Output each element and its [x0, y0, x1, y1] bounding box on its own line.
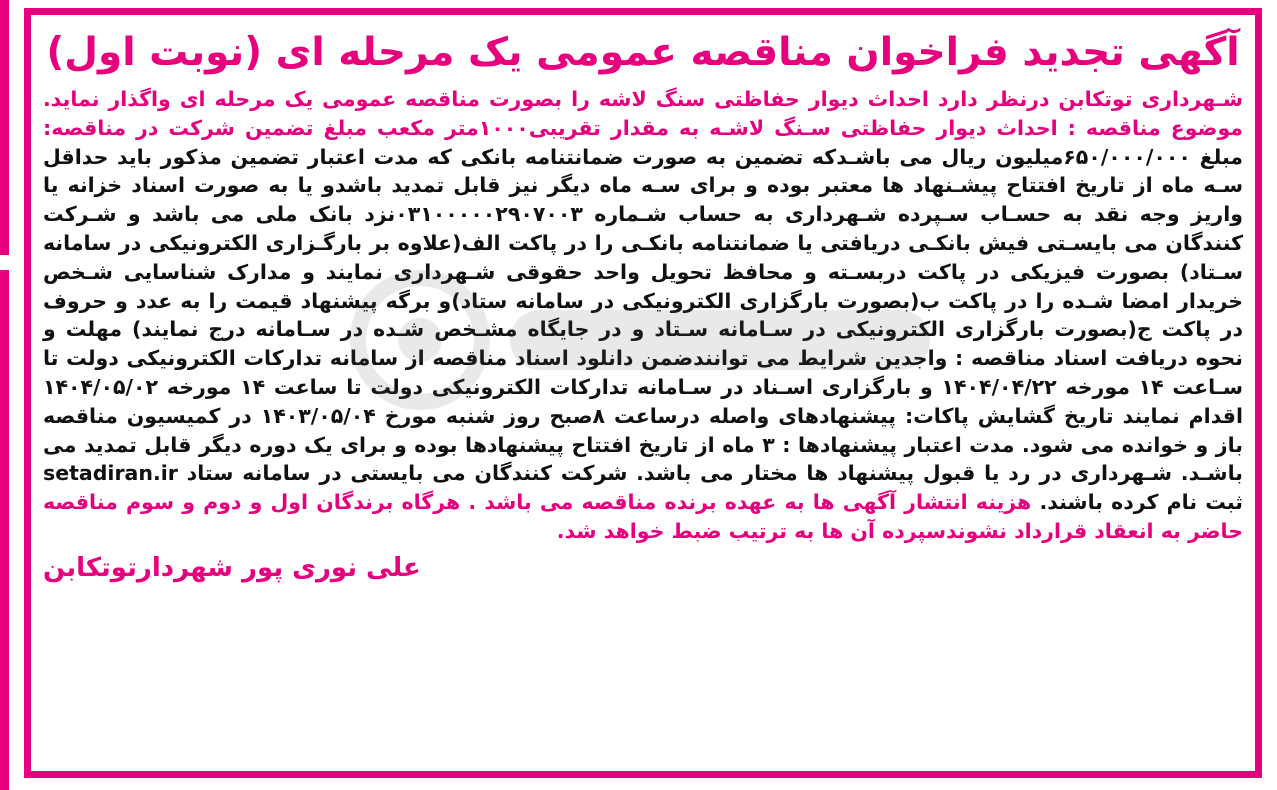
notice-main-text: مبلغ ۶۵۰/۰۰۰/۰۰۰میلیون ریال می باشـدکه تضمین به صورت ضمانتنامه بانکی که مدت اعتبار تضمین مذکور باید حداقل سـه ماه از تاریخ افتتاح پیشـنهاد ها معتبر بوده و برای سـه ماه دیگر نیز قابل تمدید باشدو یا به صورت اسناد خزانه یا واریز وجه نقد به حسـاب سـپرده شـهرداری به حساب شـماره ۰۳۱۰۰۰۰۰۲۹۰۷۰۰۳نزد بانک ملی می باشد و شـرکت کنندگان می بایسـتی فیش بانکـی دریافتی یا ضمانتنامه بانکـی را در پاکت الف(علاوه بر بارگـزاری الکترونیکی در سامانه سـتاد) بصورت فیزیکی در پاکت دربسـته و محافظ تحویل واحد حقوقی شـهرداری نمایند و مدارک شناسایی شـخص خریدار امضا شـده را در پاکت ب(بصورت بارگزاری الکترونیکی در سامانه ستاد)و برگه پیشنهاد قیمت را به عدد و حروف در پاکت ج(بصورت بارگزاری الکترونیکی در سـامانه سـتاد و در جایگاه مشـخص شـده در سـامانه درج نمایند) مهلت و نحوه دریافت اسناد مناقصه : واجدین شرایط می توانندضمن دانلود اسناد مناقصه از سامانه تدارکات الکترونیکی دولت تا سـاعت ۱۴ مورخه ۱۴۰۴/۰۴/۲۲ و بارگزاری اسـناد در سـامانه تدارکات الکترونیکی دولت تا ساعت ۱۴ مورخه ۱۴۰۴/۰۵/۰۲ اقدام نمایند تاریخ گشایش پاکات: پیشنهادهای واصله درساعت ۸صبح روز شنبه مورخ ۱۴۰۳/۰۵/۰۴ در کمیسیون مناقصه باز و خوانده می شود. مدت اعتبار پیشنهادها : ۳ ماه از تاریخ افتتاح پیشنهادها بوده و برای یک دوره دیگر قابل تمدید می باشـد. شـهرداری در رد یا قبول پیشنهاد ها مختار می باشد. شرکت کنندگان می بایستی در سامانه ستاد	[43, 144, 1244, 486]
setadiran-link-text: setadiran.ir	[43, 461, 178, 486]
notice-frame	[24, 8, 1262, 778]
notice-lead: شـهرداری توتکابن درنظر دارد احداث دیوار حفاظتی سنگ لاشه را بصورت مناقصه عمومی یک مرحله ای واگذار نماید. موضوع مناقصه : احداث دیوار حفاظتی سـنگ لاشـه به مقدار تقریبی۱۰۰۰متر مکعب مبلغ تضمین شرکت در مناقصه:	[43, 87, 1243, 140]
notice-content	[43, 25, 1243, 763]
notice-body	[43, 85, 1243, 546]
left-edge-bar-top	[0, 0, 9, 255]
left-edge-bar-bottom	[0, 270, 9, 790]
notice-closing: هزینه انتشار آگهی ها به عهده برنده مناقصه می باشد . هرگاه برندگان اول و دوم و سوم مناقصه حاضر به انعقاد قرارداد نشوندسپرده آن ها به ترتیب ضبط خواهد شد.	[43, 490, 1243, 543]
notice-body-end: ثبت نام کرده باشند.	[1031, 490, 1243, 515]
signature: علی نوری پور شهردارتوتکابن	[43, 552, 421, 583]
notice-title: آگهی تجدید فراخوان مناقصه عمومی یک مرحله ای (نوبت اول)	[46, 30, 1240, 75]
